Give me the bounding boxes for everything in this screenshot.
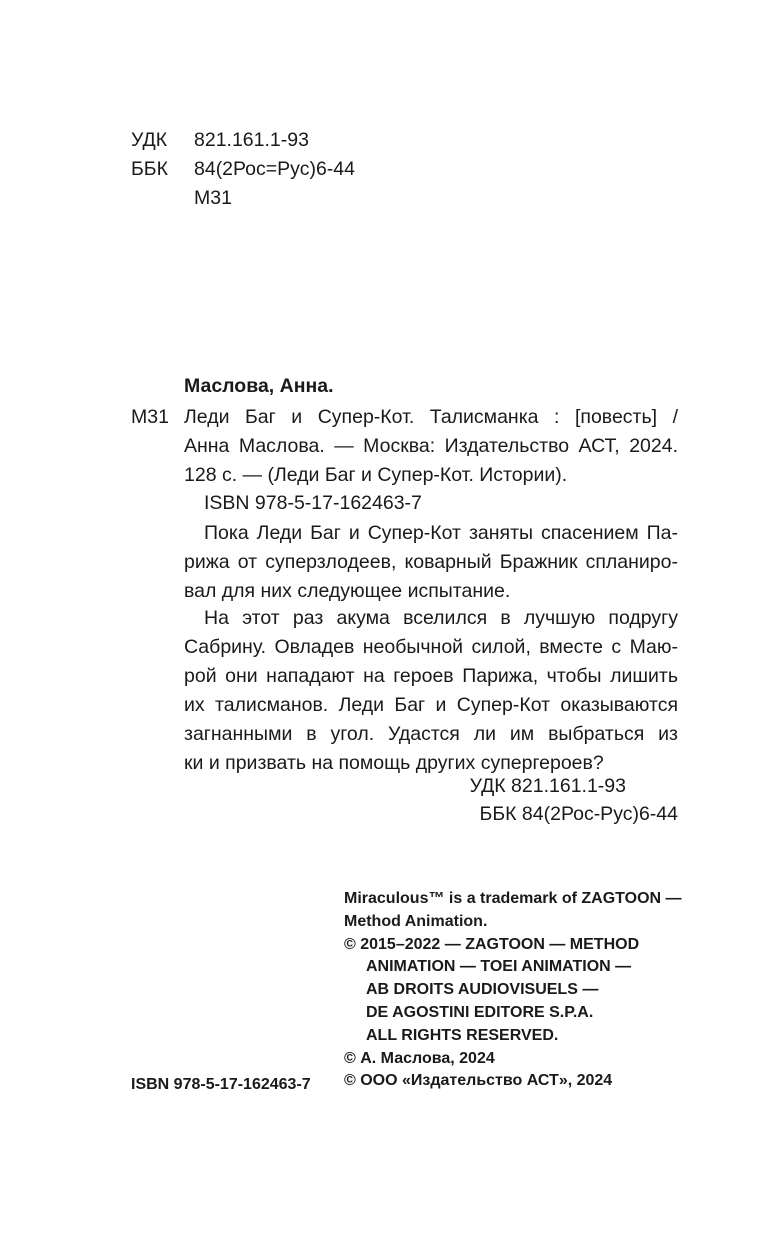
record-mark: М31 <box>131 406 169 428</box>
annotation-line: ки и призвать на помощь других супергероев? <box>184 752 604 774</box>
trademark-line: Miraculous™ is a trademark of ZAGTOON — <box>344 890 682 907</box>
copyright-line: DE AGOSTINI EDITORE S.P.A. <box>366 1003 594 1021</box>
record-line: Леди Баг и Супер-Кот. Талисманка : [повесть] / <box>184 406 678 428</box>
copyright-line: © 2015–2022 — ZAGTOON — METHOD <box>344 935 640 953</box>
udk-value: 821.161.1-93 <box>194 129 309 151</box>
record-line: 128 с. — (Леди Баг и Супер-Кот. Истории). <box>184 464 568 486</box>
annotation-line: На этот раз акума вселился в лучшую подругу <box>204 607 678 629</box>
copyright-line: ALL RIGHTS RESERVED. <box>366 1026 559 1044</box>
annotation-paragraph-1 <box>184 519 678 606</box>
isbn-bottom: ISBN 978-5-17-162463-7 <box>131 1076 311 1093</box>
record-author: Маслова, Анна. <box>184 375 334 397</box>
author-mark: М31 <box>194 187 232 209</box>
bbk-value: 84(2Рос=Рус)6-44 <box>194 158 355 180</box>
copyright-publisher-line: © ООО «Издательство АСТ», 2024 <box>344 1072 613 1090</box>
annotation-paragraph-2 <box>184 604 678 778</box>
copyright-block <box>344 888 682 1093</box>
annotation-line: рижа от суперзлодеев, коварный Бражник спланиро- <box>184 551 678 573</box>
record-line: Анна Маслова. — Москва: Издательство АСТ, 2024. <box>184 435 678 457</box>
annotation-line: загнанными в угол. Удастся ли им выбраться из <box>184 723 678 745</box>
annotation-line: рой они нападают на героев Парижа, чтобы лишить <box>184 665 678 687</box>
annotation-line: их талисманов. Леди Баг и Супер-Кот оказываются <box>184 694 678 716</box>
copyright-line: AB DROITS AUDIOVISUELS — <box>366 981 599 999</box>
bbk-label: ББК <box>131 158 168 180</box>
record-description <box>184 403 678 490</box>
copyright-author-line: © А. Маслова, 2024 <box>344 1049 495 1067</box>
udk-label: УДК <box>131 129 168 151</box>
annotation-line: Пока Леди Баг и Супер-Кот заняты спасением Па- <box>204 522 678 544</box>
annotation-line: вал для них следующее испытание. <box>184 580 511 602</box>
trademark-line: Method Animation. <box>344 912 488 930</box>
annotation-line: Сабрину. Овладев необычной силой, вместе с Маю- <box>184 636 678 658</box>
udk-code-right: УДК 821.161.1-93 <box>469 775 626 797</box>
copyright-line: ANIMATION — TOEI ANIMATION — <box>366 958 632 976</box>
record-isbn: ISBN 978-5-17-162463-7 <box>204 492 422 514</box>
bbk-code-right: ББК 84(2Рос-Рус)6-44 <box>479 803 678 825</box>
